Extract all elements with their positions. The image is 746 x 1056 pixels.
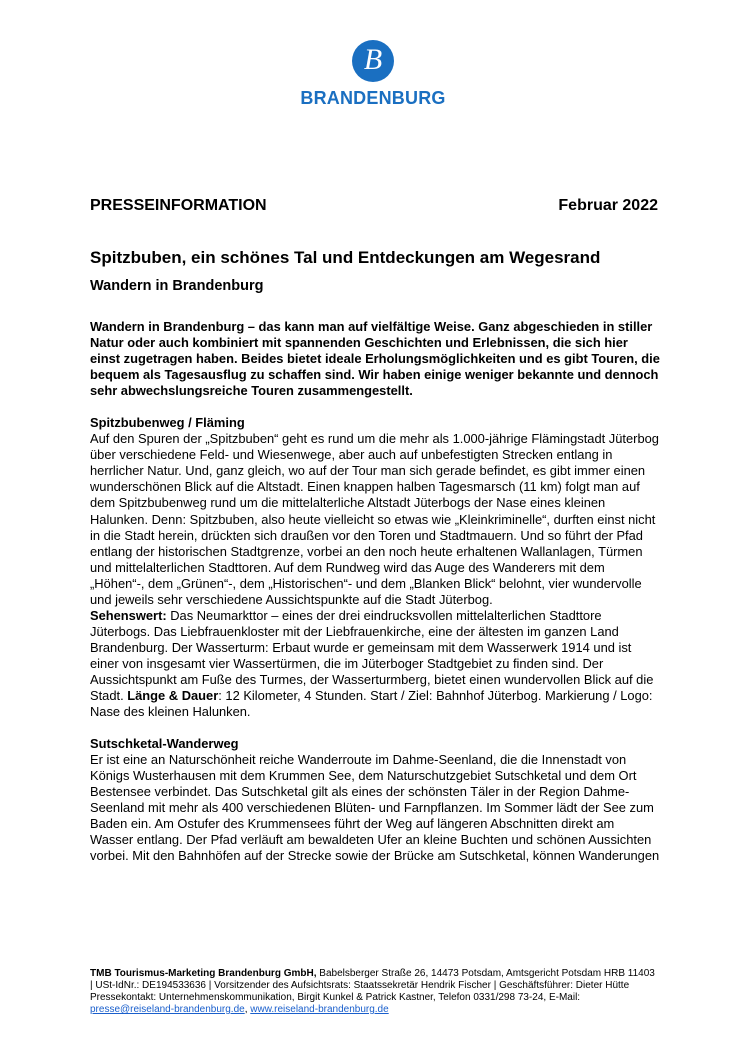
section-body-sutschketal: Er ist eine an Naturschönheit reiche Wanderroute im Dahme-Seenland, die die Innenstadt von Königs Wusterhausen mit dem Krummen See, dem Naturschutzgebiet Sutschketal und dem Ort Bestensee verbindet. Das Sutschketal gilt als eines der schönsten Täler in der Region Dahme-Seenland mit mehr als 400 verschiedenen Blüten- und Farnpflanzen. Im Sommer lädt der See zum Baden ein. Am Ostufer des Krummensees führt der Weg auf längeren Abschnitten direkt am Wasser entlang. Der Pfad verläuft am bewaldeten Ufer an kleine Buchten und schönen Aussichten vorbei. Mit den Bahnhöfen auf der Strecke sowie der Brücke am Sutschketal, können Wanderungen [90, 752, 660, 864]
press-date: Februar 2022 [558, 197, 658, 214]
section-heading-spitzbubenweg: Spitzbubenweg / Fläming [90, 415, 245, 431]
length-text: : 12 Kilometer, 4 Stunden. Start / Ziel: Bahnhof Jüterbog. Markierung / Logo: Nase des kleinen Halunken. [90, 688, 653, 720]
page-title: Spitzbuben, ein schönes Tal und Entdeckungen am Wegesrand [90, 248, 601, 267]
page-subtitle: Wandern in Brandenburg [90, 278, 264, 294]
section-body-spitzbubenweg: Auf den Spuren der „Spitzbuben“ geht es rund um die mehr als 1.000-jährige Flämingstadt Jüterbog über verschiedene Feld- und Wiesenwege, aber auch auf unbefestigten Strecken entlang in herrlicher Natur. Und, ganz gleich, wo auf der Tour man sich gerade befindet, es gibt immer einen wunderschönen Blick auf die Altstadt. Einen knappen halben Tagesmarsch (11 km) folgt man auf dem Spitzbubenweg rund um die mittelalterliche Altstadt Jüterbogs der Nase eines kleinen Halunken. Denn: Spitzbuben, also heute vielleicht so etwas wie „Kleinkriminelle“, durften einst nicht in die Stadt herein, drückten sich draußen vor den Toren und Stadtmauern. Und so führt der Pfad entlang der historischen Stadtgrenze, vorbei an den noch heute erhaltenen Wallanlagen, Türmen und mittelalterlichen Stadttoren. Auf dem Rundweg wird das Auge des Wanderers mit dem „Höhen“-, dem „Grünen“-, dem „Historischen“- und dem „Blanken Blick“ belohnt, vier wundervolle und jeweils sehr verschiedene Aussichtspunkte auf die Stadt Jüterbog. [90, 431, 659, 607]
footer-text: Babelsberger Straße 26, 14473 Potsdam, Amtsgericht Potsdam HRB 11403 | USt-IdNr.: DE194533636 | Vorsitzender des Aufsichtsrats: Staatssekretär Hendrik Fischer | Geschäftsführer: Dieter Hütte Pressekontakt: Unternehmenskommunikation, Birgit Kunkel & Patrick Kastner, Telefon 0331/298 73-24, E-Mail: [90, 968, 655, 1003]
brandenburg-emblem-icon [352, 40, 394, 82]
footer-company: TMB Tourismus-Marketing Brandenburg GmbH, [90, 968, 317, 979]
sights-text: Das Neumarkttor – eines der drei eindrucksvollen mittelalterlichen Stadttore Jüterbogs. Das Liebfrauenkloster mit der Liebfrauenkirche, eine der ältesten im ganzen Land Brandenburg. Der Wasserturm: Erbaut wurde er gemeinsam mit dem Wasserwerk 1914 und ist einer von insgesamt vier Wassertürmen, die im Jüterboger Stadtgebiet zu finden sind. Der Aussichtspunkt am Fuße des Turmes, der Wasserturmberg, bietet einen wundervollen Blick auf die Stadt. [90, 607, 654, 704]
article-body [90, 319, 660, 865]
logo-wordmark: BRANDENBURG [300, 88, 446, 108]
footer-email-link[interactable]: presse@reiseland-brandenburg.de [90, 1004, 245, 1015]
press-header [90, 197, 658, 215]
lead-paragraph: Wandern in Brandenburg – das kann man auf vielfältige Weise. Ganz abgeschieden in stiller Natur oder auch kombiniert mit spannenden Geschichten und Erlebnissen, die sich hier einst zugetragen haben. Beides bietet ideale Erholungsmöglichkeiten und es gibt Touren, die bequem als Tagesausflug zu schaffen sind. Wir haben einige weniger bekannte und dennoch sehr abwechslungsreiche Touren zusammengestellt. [90, 319, 660, 399]
section-heading-sutschketal: Sutschketal-Wanderweg [90, 736, 239, 752]
press-label: PRESSEINFORMATION [90, 197, 267, 214]
sights-label: Sehenswert: [90, 607, 167, 623]
page-footer [90, 968, 660, 1016]
footer-separator: , [244, 1004, 251, 1015]
sights-paragraph [90, 608, 660, 720]
brand-logo [0, 40, 746, 109]
footer-website-link[interactable]: www.reiseland-brandenburg.de [250, 1004, 389, 1015]
logo-mark-letter: B [363, 43, 383, 76]
length-label: Länge & Dauer [127, 688, 219, 704]
